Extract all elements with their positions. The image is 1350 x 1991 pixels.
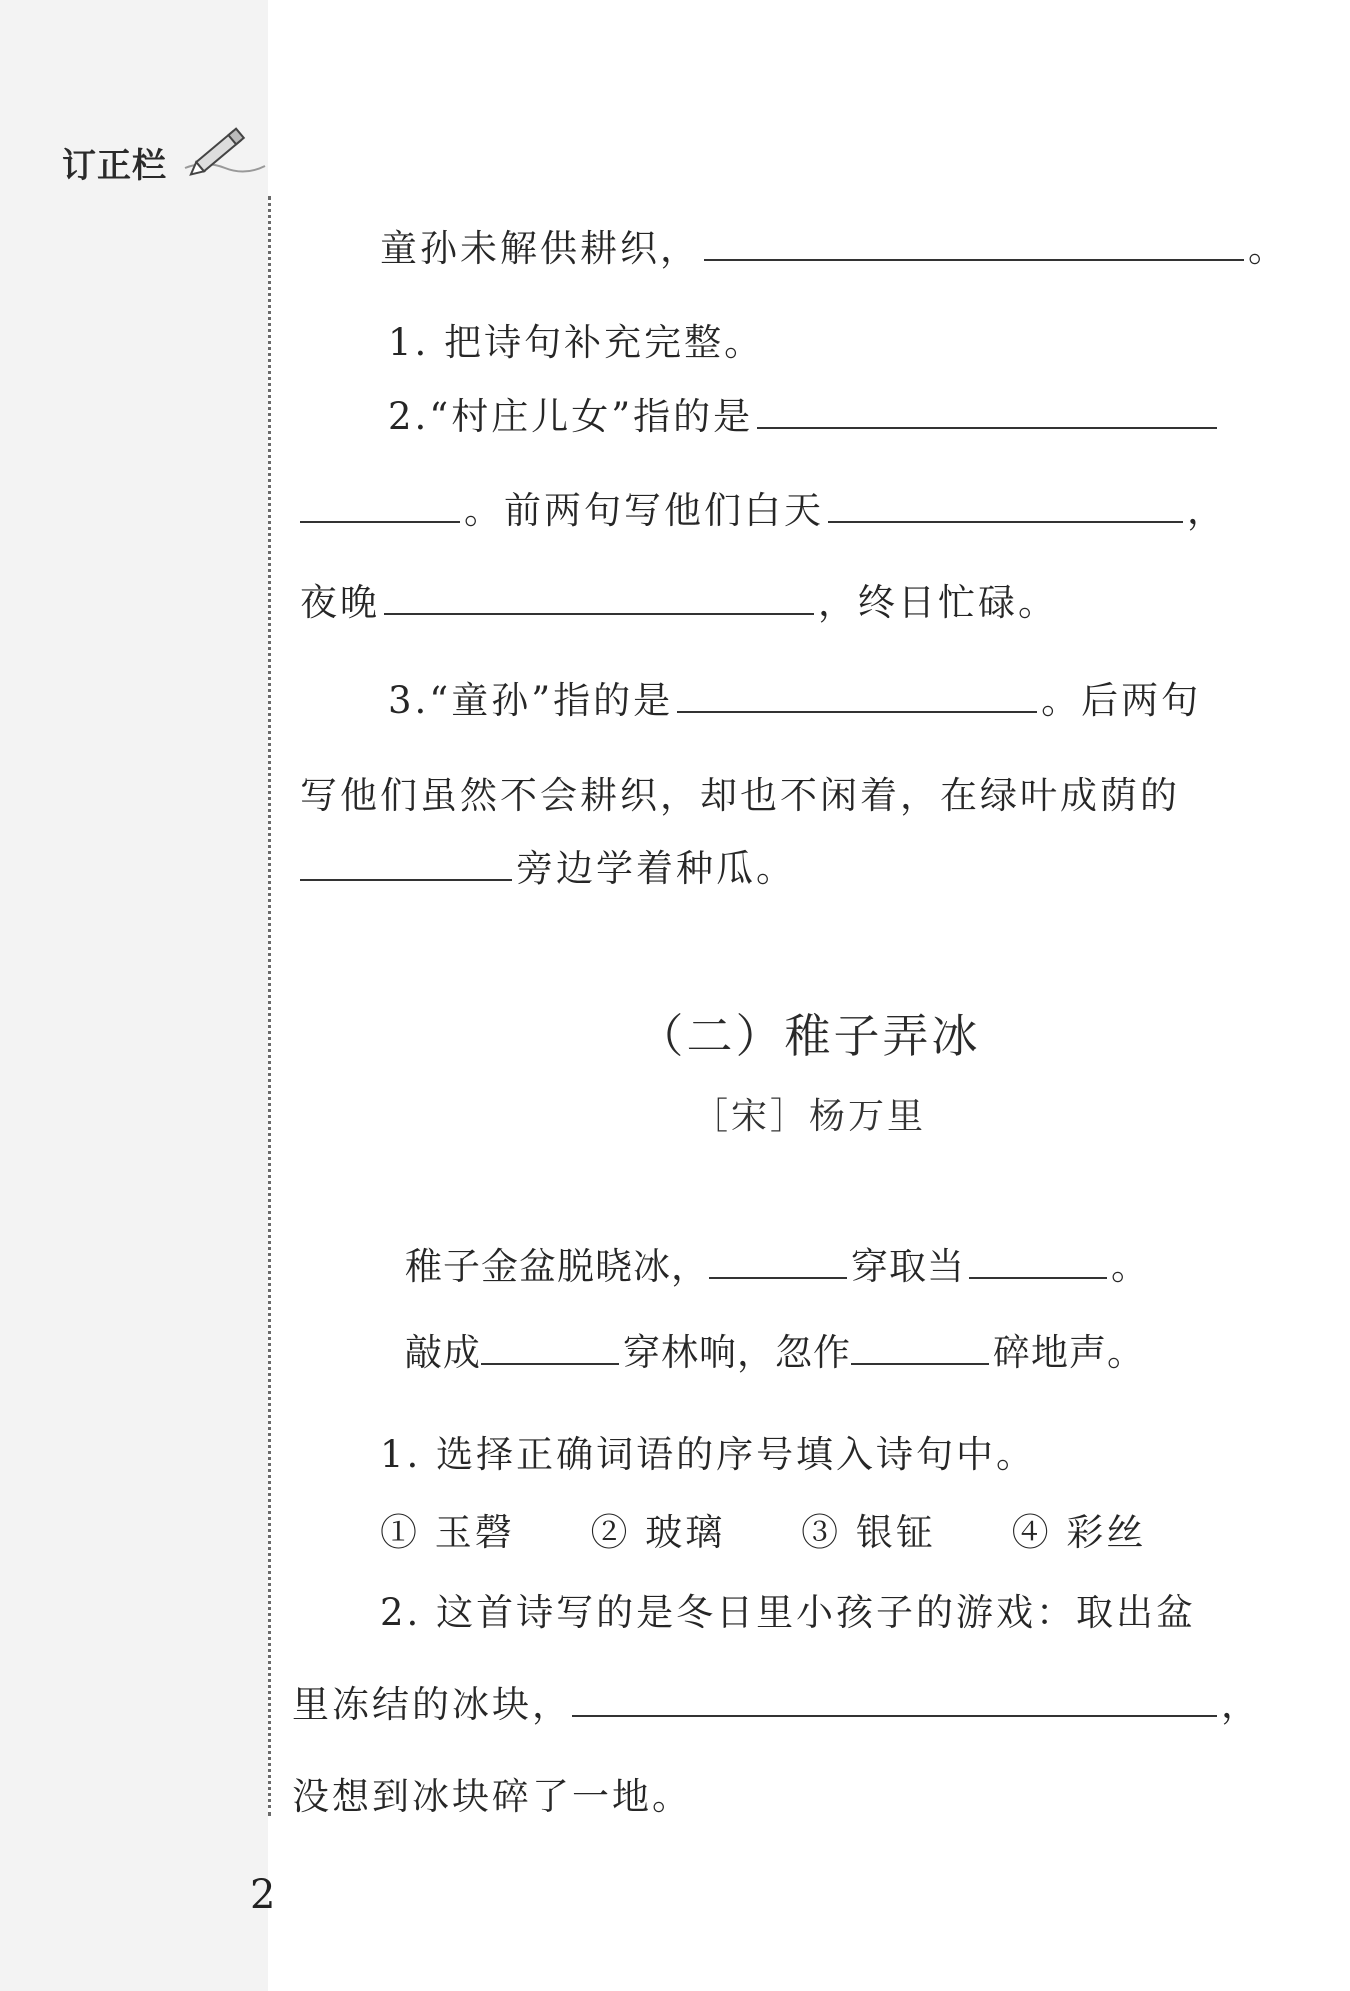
q1-item2: 2.“村庄儿女”指的是 <box>388 386 1221 440</box>
option-1[interactable]: ① 玉磬 <box>380 1511 515 1554</box>
poem2-line1: 稚子金盆脱晓冰， 穿取当 。 <box>405 1236 1149 1290</box>
poem2-title: （二）稚子弄冰 <box>637 1009 981 1063</box>
correction-margin <box>0 0 268 1991</box>
poem2-author: ［宋］杨万里 <box>691 1096 926 1137</box>
answer-blank[interactable] <box>704 222 1244 261</box>
option-4[interactable]: ④ 彩丝 <box>1011 1511 1147 1554</box>
answer-blank[interactable] <box>300 484 460 523</box>
answer-blank[interactable] <box>709 1240 847 1279</box>
q1-item2-cont2: 夜晚 ，终日忙碌。 <box>300 572 1058 626</box>
q2-item2: 2. 这首诗写的是冬日里小孩子的游戏：取出盆 <box>380 1591 1197 1634</box>
q2-options <box>380 1502 1210 1556</box>
q2-item2-cont: 里冻结的冰块， ， <box>292 1674 1261 1728</box>
answer-blank[interactable] <box>384 576 814 615</box>
correction-column-label: 订正栏 <box>62 146 167 186</box>
poem2-line2: 敲成 穿林响，忽作 碎地声。 <box>405 1322 1145 1376</box>
option-2[interactable]: ② 玻璃 <box>590 1511 726 1554</box>
answer-blank[interactable] <box>300 842 512 881</box>
answer-blank[interactable] <box>572 1678 1217 1717</box>
answer-blank[interactable] <box>828 484 1183 523</box>
answer-blank[interactable] <box>969 1240 1107 1279</box>
poem1-line: 童孙未解供耕织， 。 <box>380 218 1288 272</box>
q1-item3-cont2: 旁边学着种瓜。 <box>300 838 796 892</box>
pencil-icon <box>180 120 270 180</box>
answer-blank[interactable] <box>677 674 1037 713</box>
q1-item1: 1. 把诗句补充完整。 <box>388 321 765 364</box>
answer-blank[interactable] <box>851 1326 989 1365</box>
page-number: 2 <box>250 1872 276 1918</box>
q1-item3-cont: 写他们虽然不会耕织，却也不闲着，在绿叶成荫的 <box>300 774 1180 817</box>
option-3[interactable]: ③ 银钲 <box>801 1511 936 1554</box>
q1-item3: 3.“童孙”指的是 。后两句 <box>388 670 1201 724</box>
q1-item2-cont: 。前两句写他们白天 ， <box>300 480 1227 534</box>
answer-blank[interactable] <box>481 1326 619 1365</box>
q2-item1: 1. 选择正确词语的序号填入诗句中。 <box>380 1433 1037 1476</box>
q2-item2-cont2: 没想到冰块碎了一地。 <box>292 1775 692 1818</box>
answer-blank[interactable] <box>757 390 1217 429</box>
